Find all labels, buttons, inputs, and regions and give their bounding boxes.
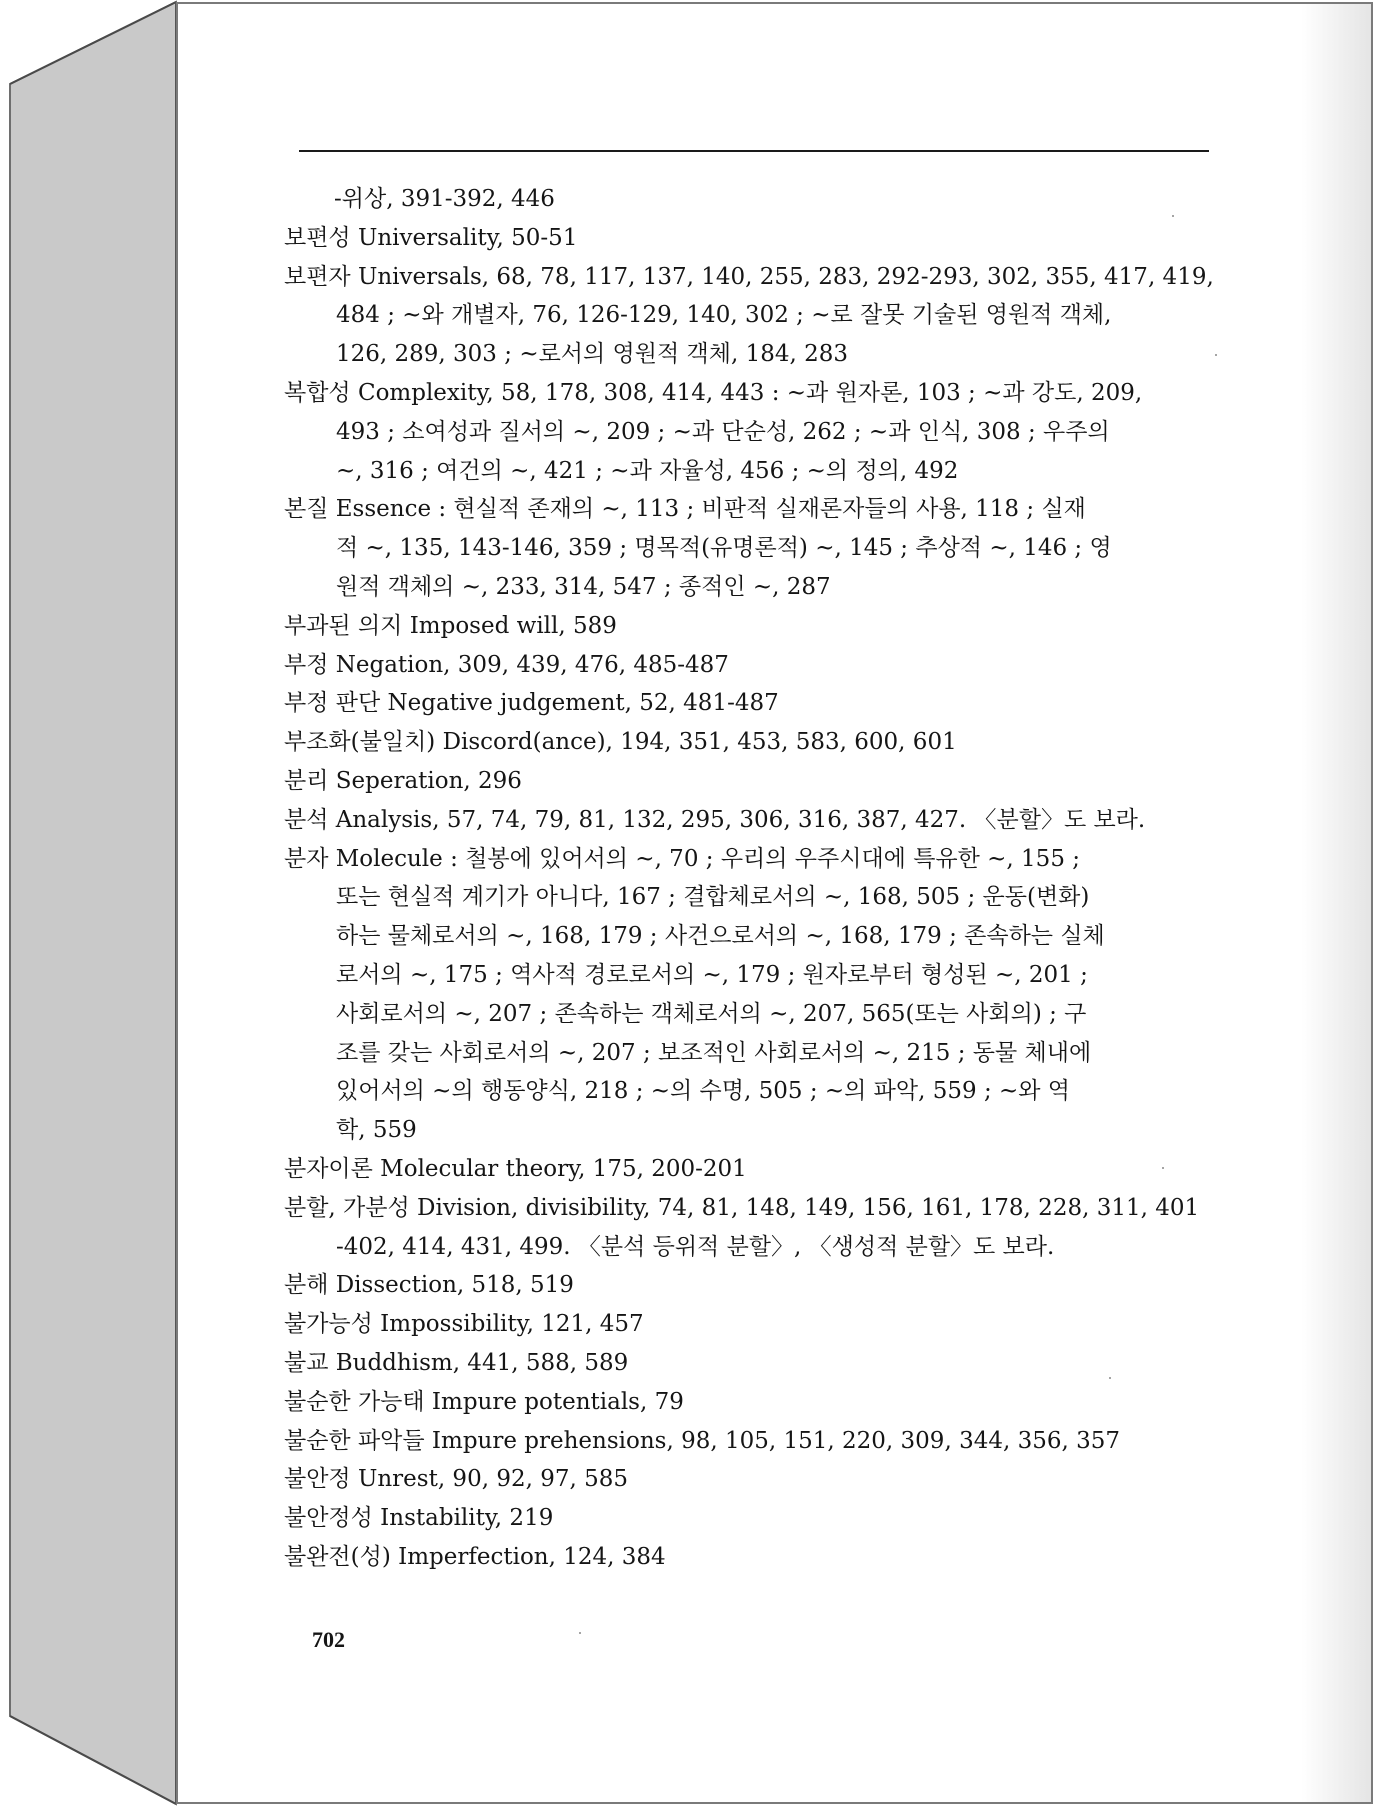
index-entry [284, 1266, 1224, 1305]
index-entry-line: 분자 Molecule : 철봉에 있어서의 ~, 70 ; 우리의 우주시대에 특유한 ~, 155 ; [284, 845, 1081, 872]
index-entry [284, 1150, 1224, 1189]
index-entry-line: -위상, 391-392, 446 [334, 186, 555, 212]
index-entry-continuation: 적 ~, 135, 143-146, 359 ; 명목적(유명론적) ~, 145 ; 추상적 ~, 146 ; 영 [336, 535, 1112, 562]
index-entry-line: 보편자 Universals, 68, 78, 117, 137, 140, 255, 283, 292-293, 302, 355, 417, 419, [284, 263, 1214, 290]
index-entry [284, 219, 1224, 258]
header-rule [299, 150, 1209, 152]
index-entry-line: 분자이론 Molecular theory, 175, 200-201 [284, 1155, 747, 1182]
index-entry-line: 불순한 파악들 Impure prehensions, 98, 105, 151, 220, 309, 344, 356, 357 [284, 1427, 1121, 1454]
index-entry-line: 불완전(성) Imperfection, 124, 384 [284, 1543, 666, 1570]
index-entry-line: 부정 판단 Negative judgement, 52, 481-487 [284, 690, 779, 717]
index-entries [284, 180, 1224, 1577]
index-entry [284, 258, 1224, 374]
index-entry-continuation: 하는 물체로서의 ~, 168, 179 ; 사건으로서의 ~, 168, 179 ; 존속하는 실체 [336, 923, 1105, 950]
index-entry-line: 분할, 가분성 Division, divisibility, 74, 81, 148, 149, 156, 161, 178, 228, 311, 401 [284, 1194, 1200, 1221]
index-entry-line: 분리 Seperation, 296 [284, 767, 522, 794]
index-entry [284, 1499, 1224, 1538]
scan-speck [1109, 1377, 1111, 1379]
index-entry-line: 부정 Negation, 309, 439, 476, 485-487 [284, 651, 729, 678]
index-entry-continuation: 126, 289, 303 ; ~로서의 영원적 객체, 184, 283 [336, 341, 848, 368]
index-entry-continuation: 학, 559 [336, 1117, 417, 1144]
index-entry-line: 분석 Analysis, 57, 74, 79, 81, 132, 295, 306, 316, 387, 427. 〈분할〉도 보라. [284, 806, 1146, 833]
index-entry [284, 607, 1224, 646]
index-entry [284, 723, 1224, 762]
scan-speck [1162, 1167, 1164, 1169]
page-edge-shading [1301, 4, 1371, 1802]
index-entry-line: 복합성 Complexity, 58, 178, 308, 414, 443 : ~과 원자론, 103 ; ~과 강도, 209, [284, 379, 1143, 406]
index-entry-continuation: 원적 객체의 ~, 233, 314, 547 ; 종적인 ~, 287 [336, 573, 831, 600]
index-entry-line: 부과된 의지 Imposed will, 589 [284, 612, 617, 639]
index-entry [284, 646, 1224, 685]
index-entry [284, 1189, 1224, 1267]
index-entry [284, 374, 1224, 490]
index-entry-continuation: -402, 414, 431, 499. 〈분석 등위적 분할〉, 〈생성적 분할〉도 보라. [336, 1233, 1055, 1260]
scan-speck [1172, 215, 1174, 217]
page-number: 702 [312, 1627, 345, 1652]
index-page [176, 2, 1373, 1804]
index-entry [284, 180, 1224, 219]
index-entry-line: 본질 Essence : 현실적 존재의 ~, 113 ; 비판적 실재론자들의 사용, 118 ; 실재 [284, 496, 1086, 523]
index-entry [284, 840, 1224, 1150]
index-entry-continuation: 484 ; ~와 개별자, 76, 126-129, 140, 302 ; ~로 잘못 기술된 영원적 객체, [336, 302, 1112, 329]
scan-speck [1215, 354, 1217, 356]
index-entry-line: 불가능성 Impossibility, 121, 457 [284, 1311, 644, 1338]
index-entry [284, 1305, 1224, 1344]
scan-speck [579, 1632, 581, 1634]
index-entry-continuation: ~, 316 ; 여건의 ~, 421 ; ~과 자율성, 456 ; ~의 정의, 492 [336, 457, 959, 484]
index-entry-continuation: 493 ; 소여성과 질서의 ~, 209 ; ~과 단순성, 262 ; ~과 인식, 308 ; 우주의 [336, 418, 1110, 445]
index-entry [284, 1460, 1224, 1499]
index-entry [284, 1422, 1224, 1461]
index-entry-line: 보편성 Universality, 50-51 [284, 224, 578, 251]
index-entry-line: 불안정성 Instability, 219 [284, 1505, 554, 1532]
index-entry [284, 684, 1224, 723]
index-entry-line: 불안정 Unrest, 90, 92, 97, 585 [284, 1466, 629, 1493]
index-entry [284, 1383, 1224, 1422]
index-entry-continuation: 로서의 ~, 175 ; 역사적 경로로서의 ~, 179 ; 원자로부터 형성된 ~, 201 ; [336, 961, 1088, 988]
index-entry-line: 불교 Buddhism, 441, 588, 589 [284, 1349, 629, 1376]
index-entry [284, 1538, 1224, 1577]
index-entry-line: 불순한 가능태 Impure potentials, 79 [284, 1388, 684, 1415]
index-entry [284, 762, 1224, 801]
index-entry-line: 부조화(불일치) Discord(ance), 194, 351, 453, 583, 600, 601 [284, 729, 957, 756]
index-entry-continuation: 조를 갖는 사회로서의 ~, 207 ; 보조적인 사회로서의 ~, 215 ; 동물 체내에 [336, 1039, 1092, 1066]
index-entry-continuation: 사회로서의 ~, 207 ; 존속하는 객체로서의 ~, 207, 565(또는 사회의) ; 구 [336, 1000, 1087, 1027]
index-entry-continuation: 또는 현실적 계기가 아니다, 167 ; 결합체로서의 ~, 168, 505 ; 운동(변화) [336, 884, 1090, 911]
index-entry [284, 801, 1224, 840]
index-entry-continuation: 있어서의 ~의 행동양식, 218 ; ~의 수명, 505 ; ~의 파악, 559 ; ~와 역 [336, 1078, 1071, 1105]
index-entry-line: 분해 Dissection, 518, 519 [284, 1272, 574, 1299]
index-entry [284, 490, 1224, 606]
index-entry [284, 1344, 1224, 1383]
